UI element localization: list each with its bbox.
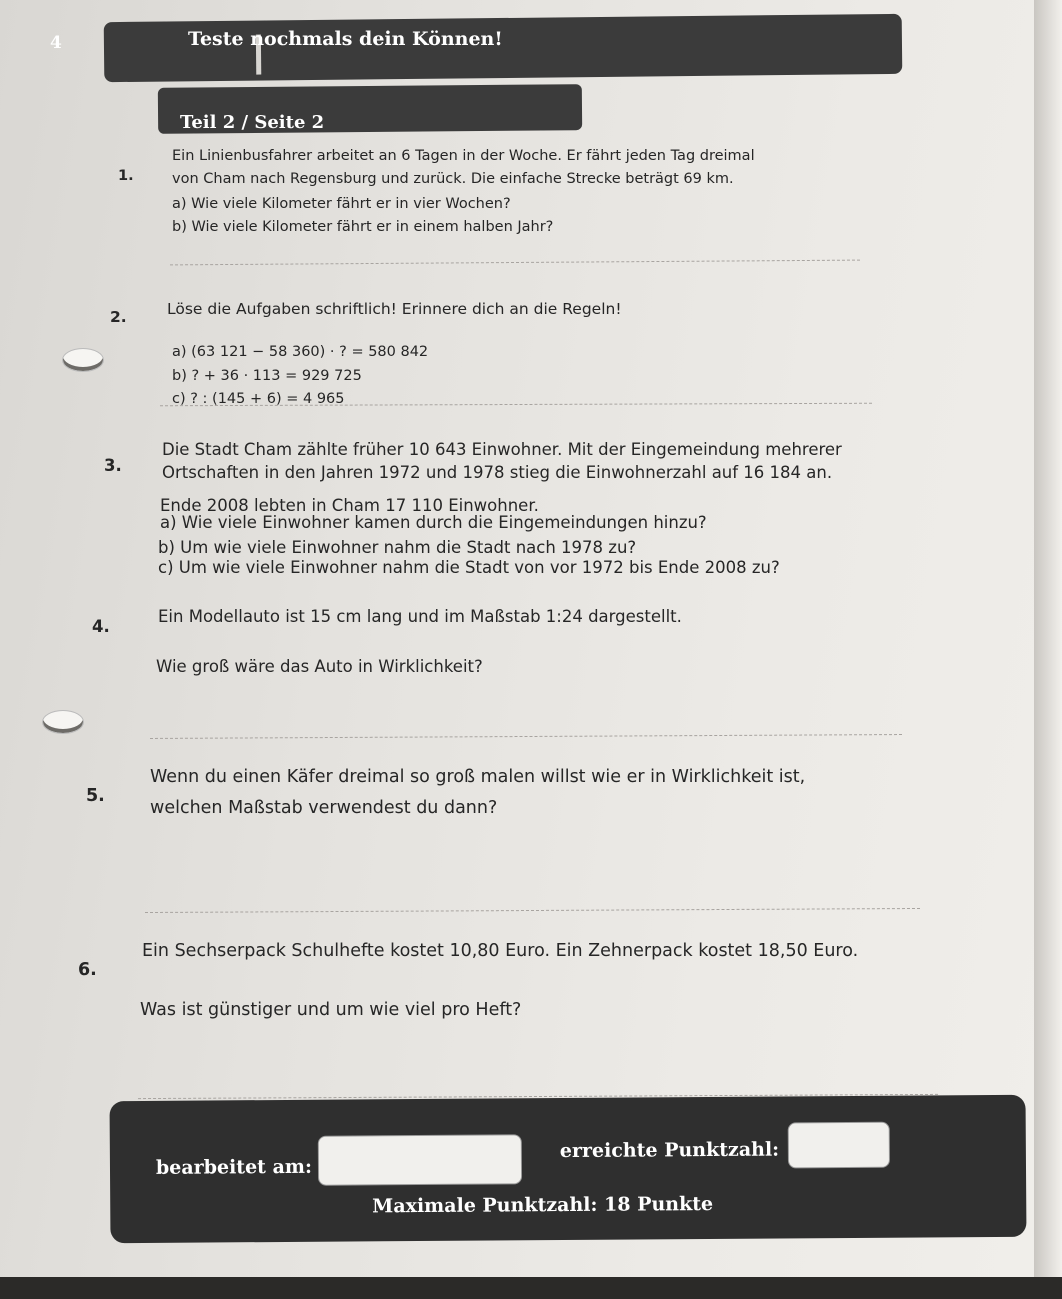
task-1-line-2: von Cham nach Regensburg und zurück. Die einfache Strecke beträgt 69 km. <box>172 171 734 187</box>
task-4-number: 4. <box>92 617 110 636</box>
task-2-line-3: b) ? + 36 · 113 = 929 725 <box>172 368 362 384</box>
sheet-edge <box>1034 0 1062 1299</box>
task-3-line-1: Die Stadt Cham zählte früher 10 643 Einwohner. Mit der Eingemeindung mehrerer <box>162 440 842 459</box>
task-2-number: 2. <box>110 308 127 326</box>
task-1-line-3: a) Wie viele Kilometer fährt er in vier Wochen? <box>172 196 511 212</box>
task-1-number: 1. <box>118 168 134 184</box>
task-3-line-4: a) Wie viele Einwohner kamen durch die Eingemeindungen hinzu? <box>160 513 707 532</box>
answer-line <box>170 260 860 266</box>
task-5-line-1: Wenn du einen Käfer dreimal so groß malen willst wie er in Wirklichkeit ist, <box>150 767 806 787</box>
table-edge <box>0 1277 1062 1299</box>
max-points-label: Maximale Punktzahl: 18 Punkte <box>372 1192 714 1218</box>
date-label: bearbeitet am: <box>155 1155 313 1179</box>
task-1-line-1: Ein Linienbusfahrer arbeitet an 6 Tagen in der Woche. Er fährt jeden Tag dreimal <box>172 148 755 164</box>
task-4-line-2: Wie groß wäre das Auto in Wirklichkeit? <box>156 657 483 676</box>
answer-line <box>150 734 902 739</box>
task-2-line-1: Löse die Aufgaben schriftlich! Erinnere dich an die Regeln! <box>167 300 622 318</box>
header-title: Teste nochmals dein Können! <box>188 28 503 50</box>
task-3-line-5: b) Um wie viele Einwohner nahm die Stadt nach 1978 zu? <box>158 538 637 557</box>
task-6-line-1: Ein Sechserpack Schulhefte kostet 10,80 Euro. Ein Zehnerpack kostet 18,50 Euro. <box>142 941 859 961</box>
date-field[interactable] <box>318 1134 522 1185</box>
task-5-line-2: welchen Maßstab verwendest du dann? <box>150 798 498 818</box>
task-6-line-2: Was ist günstiger und um wie viel pro Heft? <box>140 1000 522 1020</box>
task-2-line-2: a) (63 121 − 58 360) · ? = 580 842 <box>172 344 429 360</box>
task-3-number: 3. <box>104 456 122 475</box>
task-5-number: 5. <box>86 786 105 806</box>
points-field[interactable] <box>788 1122 890 1169</box>
points-label: erreichte Punktzahl: <box>559 1138 780 1163</box>
task-2-line-4: c) ? : (145 + 6) = 4 965 <box>172 391 345 407</box>
task-3-line-3: Ende 2008 lebten in Cham 17 110 Einwohner. <box>160 496 539 515</box>
task-6-number: 6. <box>78 960 97 980</box>
punch-hole <box>62 348 104 372</box>
header-number: 4 <box>50 33 62 53</box>
task-4-line-1: Ein Modellauto ist 15 cm lang und im Maßstab 1:24 dargestellt. <box>158 607 682 626</box>
task-3-line-2: Ortschaften in den Jahren 1972 und 1978 stieg die Einwohnerzahl auf 16 184 an. <box>162 463 833 482</box>
task-1-line-4: b) Wie viele Kilometer fährt er in einem halben Jahr? <box>172 219 554 235</box>
task-3-line-6: c) Um wie viele Einwohner nahm die Stadt von vor 1972 bis Ende 2008 zu? <box>158 558 780 577</box>
answer-line <box>145 908 920 913</box>
part-label: Teil 2 / Seite 2 <box>180 112 325 133</box>
punch-hole <box>42 710 84 734</box>
footer-bar <box>110 1095 1027 1243</box>
